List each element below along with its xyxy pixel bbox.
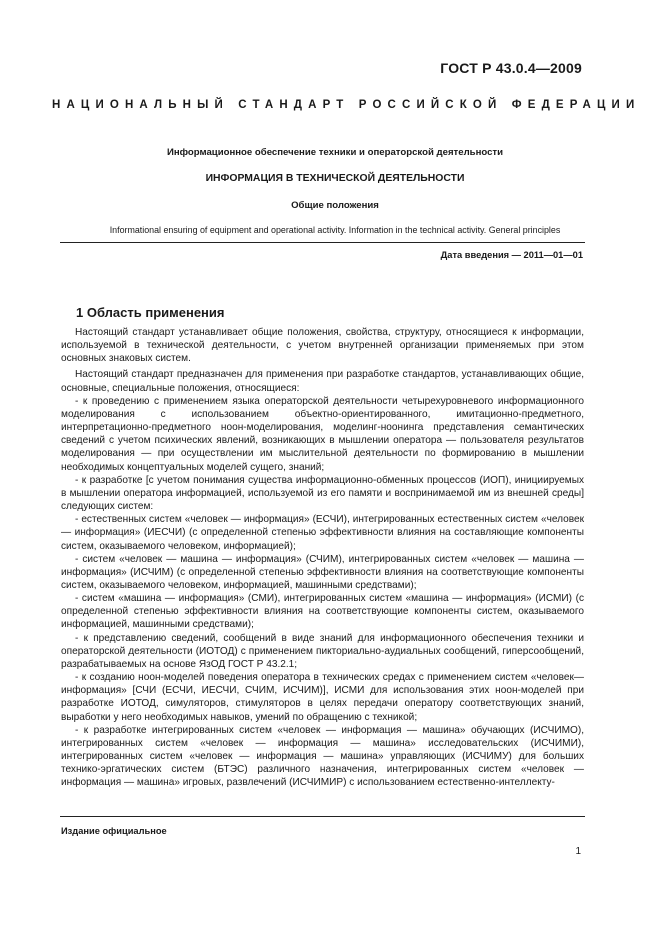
list-item: - к представлению сведений, сообщений в виде знаний для информационного обеспечения техники и операторской деятельности (ИОТОД) с применением пикториально-аудиальных сообщений, гиперсообщений, разрабатываемых на основе ЯзОД ГОСТ Р 43.2.1;: [61, 632, 584, 670]
list-item: - систем «человек — машина — информация» (СЧИМ), интегрированных систем «человек — машина — информация» (ИСЧИМ) (с определенной степенью эффективности влияния на соответствующие компоненты систем, оказываемого человеком, информацией, машинными средствами);: [61, 553, 584, 591]
title-line-3: Общие положения: [291, 200, 379, 211]
national-standard-heading: НАЦИОНАЛЬНЫЙ СТАНДАРТ РОССИЙСКОЙ ФЕДЕРАЦИИ: [52, 99, 641, 111]
list-item: - к разработке [с учетом понимания существа информационно-обменных процессов (ИОП), инициируемых в мышлении оператора информацией, используемой из его памяти и воспринимаемой им из внешней среды] следующих систем:: [61, 474, 584, 513]
list-item: - к созданию ноон-моделей поведения оператора в технических средах с применением систем «человек—информация» [СЧИ (ЕСЧИ, ИЕСЧИ, СЧИМ, ИСЧИМ)], ИСМИ для использования этих ноон-моделей при разработке ИОТОД, симуляторов, стимуляторов в целях передачи оператору соответствующих знаний, выработки у него необходимых навыков, умений по обращению с техникой;: [61, 672, 584, 723]
section-body: [61, 326, 584, 789]
paragraph: Настоящий стандарт предназначен для применения при разработке стандартов, устанавливающих общие, основные, специальные положения, относящиеся:: [61, 369, 584, 394]
section-title: 1 Область применения: [76, 305, 225, 320]
title-line-2: ИНФОРМАЦИЯ В ТЕХНИЧЕСКОЙ ДЕЯТЕЛЬНОСТИ: [205, 173, 465, 184]
standard-code: ГОСТ Р 43.0.4—2009: [440, 60, 582, 76]
english-title: Informational ensuring of equipment and operational activity. Information in the technical activity. General principles: [109, 225, 561, 235]
page-number: 1: [575, 846, 581, 857]
paragraph: Настоящий стандарт устанавливает общие положения, свойства, структуру, относящиеся к информации, используемой в технической деятельности, с учетом внутренней организации применяемых при этом основных знаковых систем.: [61, 327, 584, 365]
list-item: - к разработке интегрированных систем «человек — информация — машина» обучающих (ИСЧИМО), интегрированных систем «человек — информация — машина» исследовательских (ИСЧИМИ), интегрированных систем «человек — информация — машина» управляющих (ИСЧИМУ) для больших технико-эргатических систем (БТЭС) различного назначения, интегрированных систем «человек — информация — машина» игровых, развлечений (ИСЧИМИР) с использованием естественно-интеллекту-: [61, 724, 584, 789]
list-item: - естественных систем «человек — информация» (ЕСЧИ), интегрированных естественных систем «человек — информация» (ИЕСЧИ) (с определенной степенью эффективности влияния на составляющие компоненты систем, оказываемого человеком, информацией);: [61, 514, 584, 552]
title-line-1: Информационное обеспечение техники и операторской деятельности: [166, 147, 504, 158]
divider-rule: [60, 242, 585, 243]
list-item: - к проведению с применением языка операторской деятельности четырехуровневого информационного моделирования с использованием объектно-ориентированного, имитационно-предметного, интерпретационно-предметного ноон-моделирования, моделинг-ноонинга представления семантических сведений с учетом психических явлений, возникающих в мышлении оператора — пользователя результатов моделирования — при осуществлении им мыслительной деятельности по формированию в мышлении необходимых концептуальных моделей сущего, знаний;: [61, 395, 584, 473]
intro-date: Дата введения — 2011—01—01: [440, 250, 583, 260]
edition-note: Издание официальное: [61, 826, 167, 836]
list-item: - систем «машина — информация» (СМИ), интегрированных систем «машина — информация» (ИСМИ) (с определенной степенью эффективности влияния на соответствующие компоненты систем, оказываемого информацией, машинными средствами);: [61, 593, 584, 631]
footer-rule: [60, 816, 585, 817]
